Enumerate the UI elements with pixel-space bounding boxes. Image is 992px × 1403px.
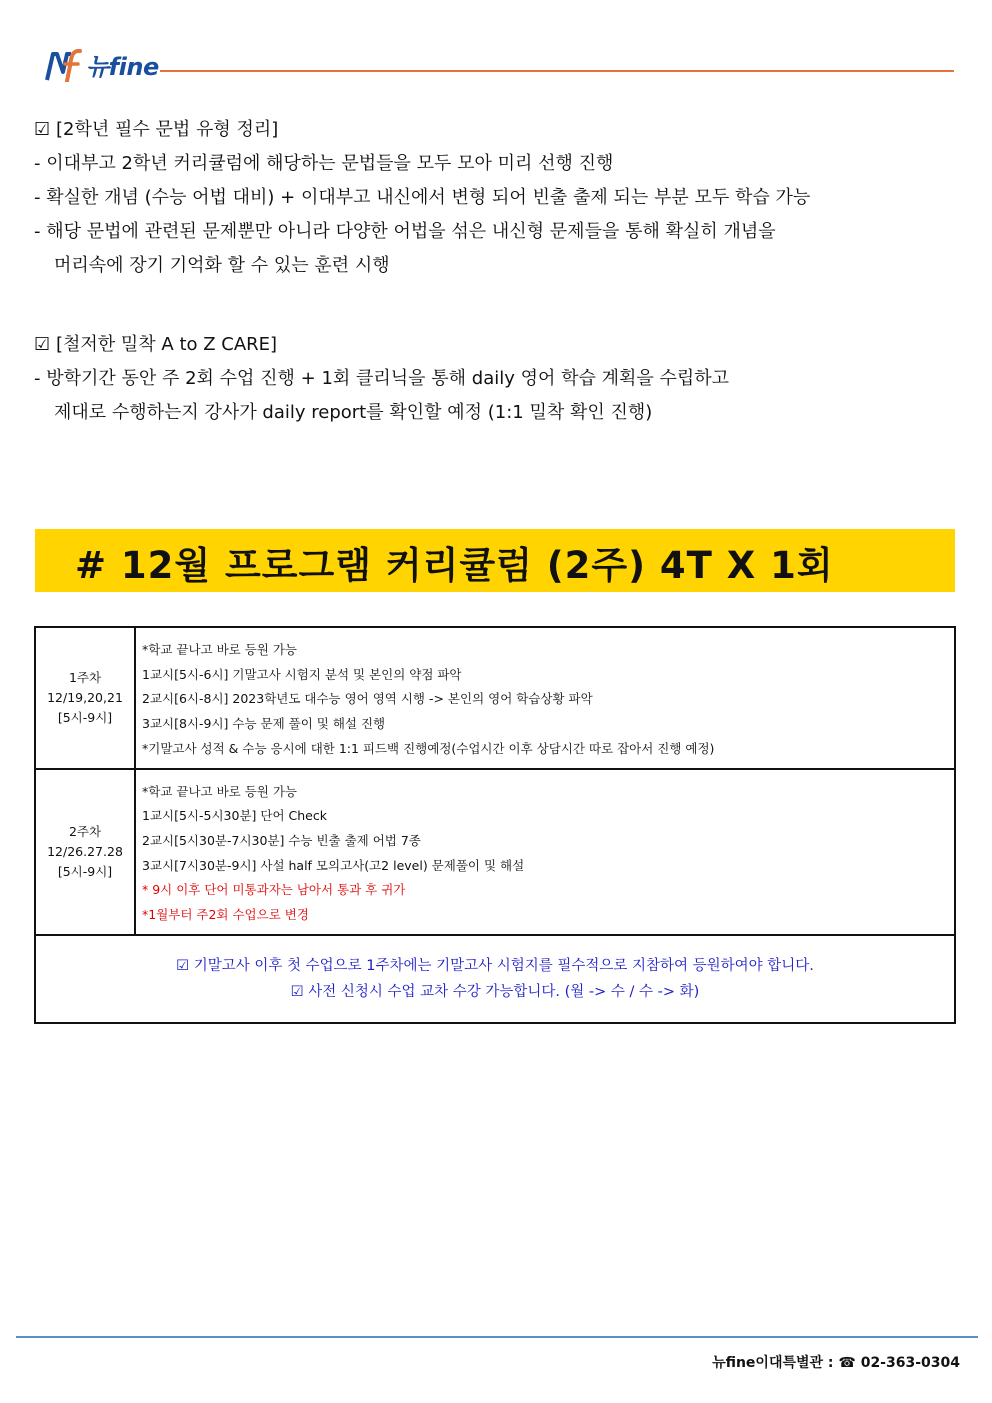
bullet-line: - 확실한 개념 (수능 어법 대비) + 이대부고 내신에서 변형 되어 빈출 출제 되는 부분 모두 학습 가능	[34, 187, 811, 208]
week-label: 2주차	[68, 823, 102, 839]
schedule-line: 2교시[5시30분-7시30분] 수능 빈출 출제 어법 7종	[142, 832, 421, 848]
logo-text: 뉴fine	[86, 53, 159, 81]
warning-line: * 9시 이후 단어 미통과자는 남아서 통과 후 귀가	[142, 882, 406, 898]
table-row	[35, 769, 955, 935]
bullet-continuation: 제대로 수행하는지 강사가 daily report를 확인할 예정 (1:1 밀착 확인 진행)	[54, 402, 653, 423]
header-divider	[160, 70, 954, 72]
schedule-cell	[135, 627, 955, 769]
checkbox-icon: ☑	[34, 334, 51, 355]
schedule-line: *학교 끝나고 바로 등원 가능	[142, 783, 297, 799]
grammar-section	[34, 113, 934, 283]
nf-logo-icon	[44, 48, 84, 82]
week-dates: 12/26.27.28	[47, 843, 123, 859]
program-banner	[35, 529, 955, 592]
footer-divider	[16, 1336, 978, 1338]
checkbox-icon: ☑	[34, 119, 51, 140]
curriculum-table	[34, 626, 956, 1024]
table-row	[35, 935, 955, 1023]
week-cell	[35, 769, 135, 935]
bullet-continuation: 머리속에 장기 기억화 할 수 있는 훈련 시행	[54, 255, 390, 276]
care-section-title	[34, 328, 934, 362]
schedule-line: 1교시[5시-5시30분] 단어 Check	[142, 808, 327, 824]
week-dates: 12/19,20,21	[47, 689, 123, 705]
brand-logo	[44, 48, 159, 82]
warning-line: *1월부터 주2회 수업으로 변경	[142, 907, 309, 923]
schedule-line: 3교시[8시-9시] 수능 문제 풀이 및 해설 진행	[142, 716, 386, 732]
notice-line: ☑ 사전 신청시 수업 교차 수강 가능합니다. (월 -> 수 / 수 -> 화)	[290, 983, 700, 1000]
care-section	[34, 328, 934, 430]
section-title-text: [2학년 필수 문법 유형 정리]	[56, 119, 279, 140]
bullet-line: - 방학기간 동안 주 2회 수업 진행 + 1회 클리닉을 통해 daily 영어 학습 계획을 수립하고	[34, 368, 730, 389]
week-cell	[35, 627, 135, 769]
bullet-line: - 이대부고 2학년 커리큘럼에 해당하는 문법들을 모두 모아 미리 선행 진행	[34, 153, 614, 174]
footer-contact: 뉴fine이대특별관 : ☎ 02-363-0304	[712, 1355, 960, 1371]
schedule-line: *기말고사 성적 & 수능 응시에 대한 1:1 피드백 진행예정(수업시간 이후 상담시간 따로 잡아서 진행 예정)	[142, 740, 715, 756]
week-time: [5시-9시]	[57, 863, 113, 879]
week-label: 1주차	[68, 669, 102, 685]
notice-cell	[35, 935, 955, 1023]
schedule-line: 1교시[5시-6시] 기말고사 시험지 분석 및 본인의 약점 파악	[142, 666, 462, 682]
schedule-cell	[135, 769, 955, 935]
schedule-line: 2교시[6시-8시] 2023학년도 대수능 영어 영역 시행 -> 본인의 영어 학습상황 파악	[142, 691, 593, 707]
grammar-section-title	[34, 113, 934, 147]
banner-title: # 12월 프로그램 커리큘럼 (2주) 4T X 1회	[75, 544, 834, 587]
notice-line: ☑ 기말고사 이후 첫 수업으로 1주차에는 기말고사 시험지를 필수적으로 지참하여 등원하여야 합니다.	[176, 957, 814, 974]
bullet-line: - 해당 문법에 관련된 문제뿐만 아니라 다양한 어법을 섞은 내신형 문제들을 통해 확실히 개념을	[34, 221, 776, 242]
section-title-text: [철저한 밀착 A to Z CARE]	[56, 334, 278, 355]
page-header	[44, 44, 954, 84]
week-time: [5시-9시]	[57, 709, 113, 725]
schedule-line: 3교시[7시30분-9시] 사설 half 모의고사(고2 level) 문제풀이 및 해설	[142, 857, 525, 873]
schedule-line: *학교 끝나고 바로 등원 가능	[142, 642, 297, 657]
table-row	[35, 627, 955, 769]
